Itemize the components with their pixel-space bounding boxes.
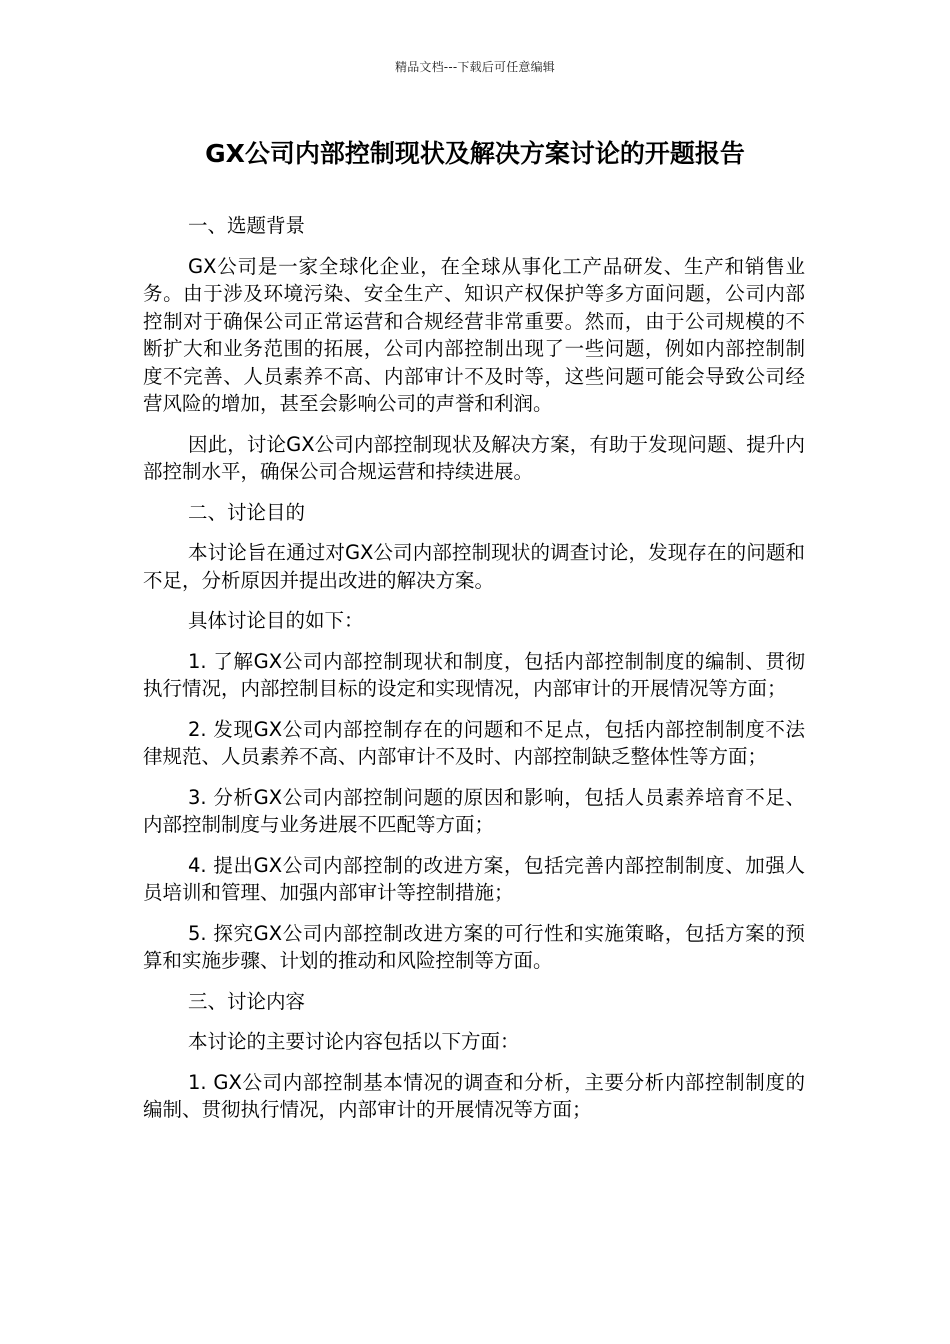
purpose-list-item: 4. 提出GX公司内部控制的改进方案，包括完善内部控制制度、加强人员培训和管理、加强内部审计等控制措施； (143, 853, 805, 904)
paragraph-background: GX公司是一家全球化企业，在全球从事化工产品研发、生产和销售业务。由于涉及环境污染、安全生产、知识产权保护等多方面问题，公司内部控制对于确保公司正常运营和合规经营非常重要。然而，由于公司规模的不断扩大和业务范围的拓展，公司内部控制出现了一些问题，例如内部控制制度不完善、人员素养不高、内部审计不及时等，这些问题可能会导致公司经营风险的增加，甚至会影响公司的声誉和利润。 (143, 254, 805, 415)
section-heading-purpose: 二、讨论目的 (188, 500, 306, 524)
purpose-list-intro: 具体讨论目的如下： (188, 609, 364, 632)
page-header-note: 精品文档---下载后可任意编辑 (395, 60, 555, 74)
paragraph-purpose: 本讨论旨在通过对GX公司内部控制现状的调查讨论，发现存在的问题和不足，分析原因并提出改进的解决方案。 (143, 541, 805, 592)
purpose-list-item: 3. 分析GX公司内部控制问题的原因和影响，包括人员素养培育不足、内部控制制度与业务进展不匹配等方面； (143, 785, 805, 836)
paragraph-significance: 因此，讨论GX公司内部控制现状及解决方案，有助于发现问题、提升内部控制水平，确保公司合规运营和持续进展。 (143, 432, 805, 483)
purpose-list-item: 5. 探究GX公司内部控制改进方案的可行性和实施策略，包括方案的预算和实施步骤、计划的推动和风险控制等方面。 (143, 921, 805, 972)
purpose-list-item: 2. 发现GX公司内部控制存在的问题和不足点，包括内部控制制度不法律规范、人员素养不高、内部审计不及时、内部控制缺乏整体性等方面； (143, 717, 805, 768)
content-list-intro: 本讨论的主要讨论内容包括以下方面： (188, 1030, 520, 1053)
purpose-list-item: 1. 了解GX公司内部控制现状和制度，包括内部控制制度的编制、贯彻执行情况，内部控制目标的设定和实现情况，内部审计的开展情况等方面； (143, 649, 805, 700)
document-body (143, 212, 805, 1137)
content-list-item: 1. GX公司内部控制基本情况的调查和分析，主要分析内部控制制度的编制、贯彻执行情况，内部审计的开展情况等方面； (143, 1070, 805, 1121)
section-heading-background: 一、选题背景 (188, 214, 306, 237)
document-title: GX公司内部控制现状及解决方案讨论的开题报告 (205, 139, 745, 168)
section-heading-content: 三、讨论内容 (188, 989, 306, 1013)
